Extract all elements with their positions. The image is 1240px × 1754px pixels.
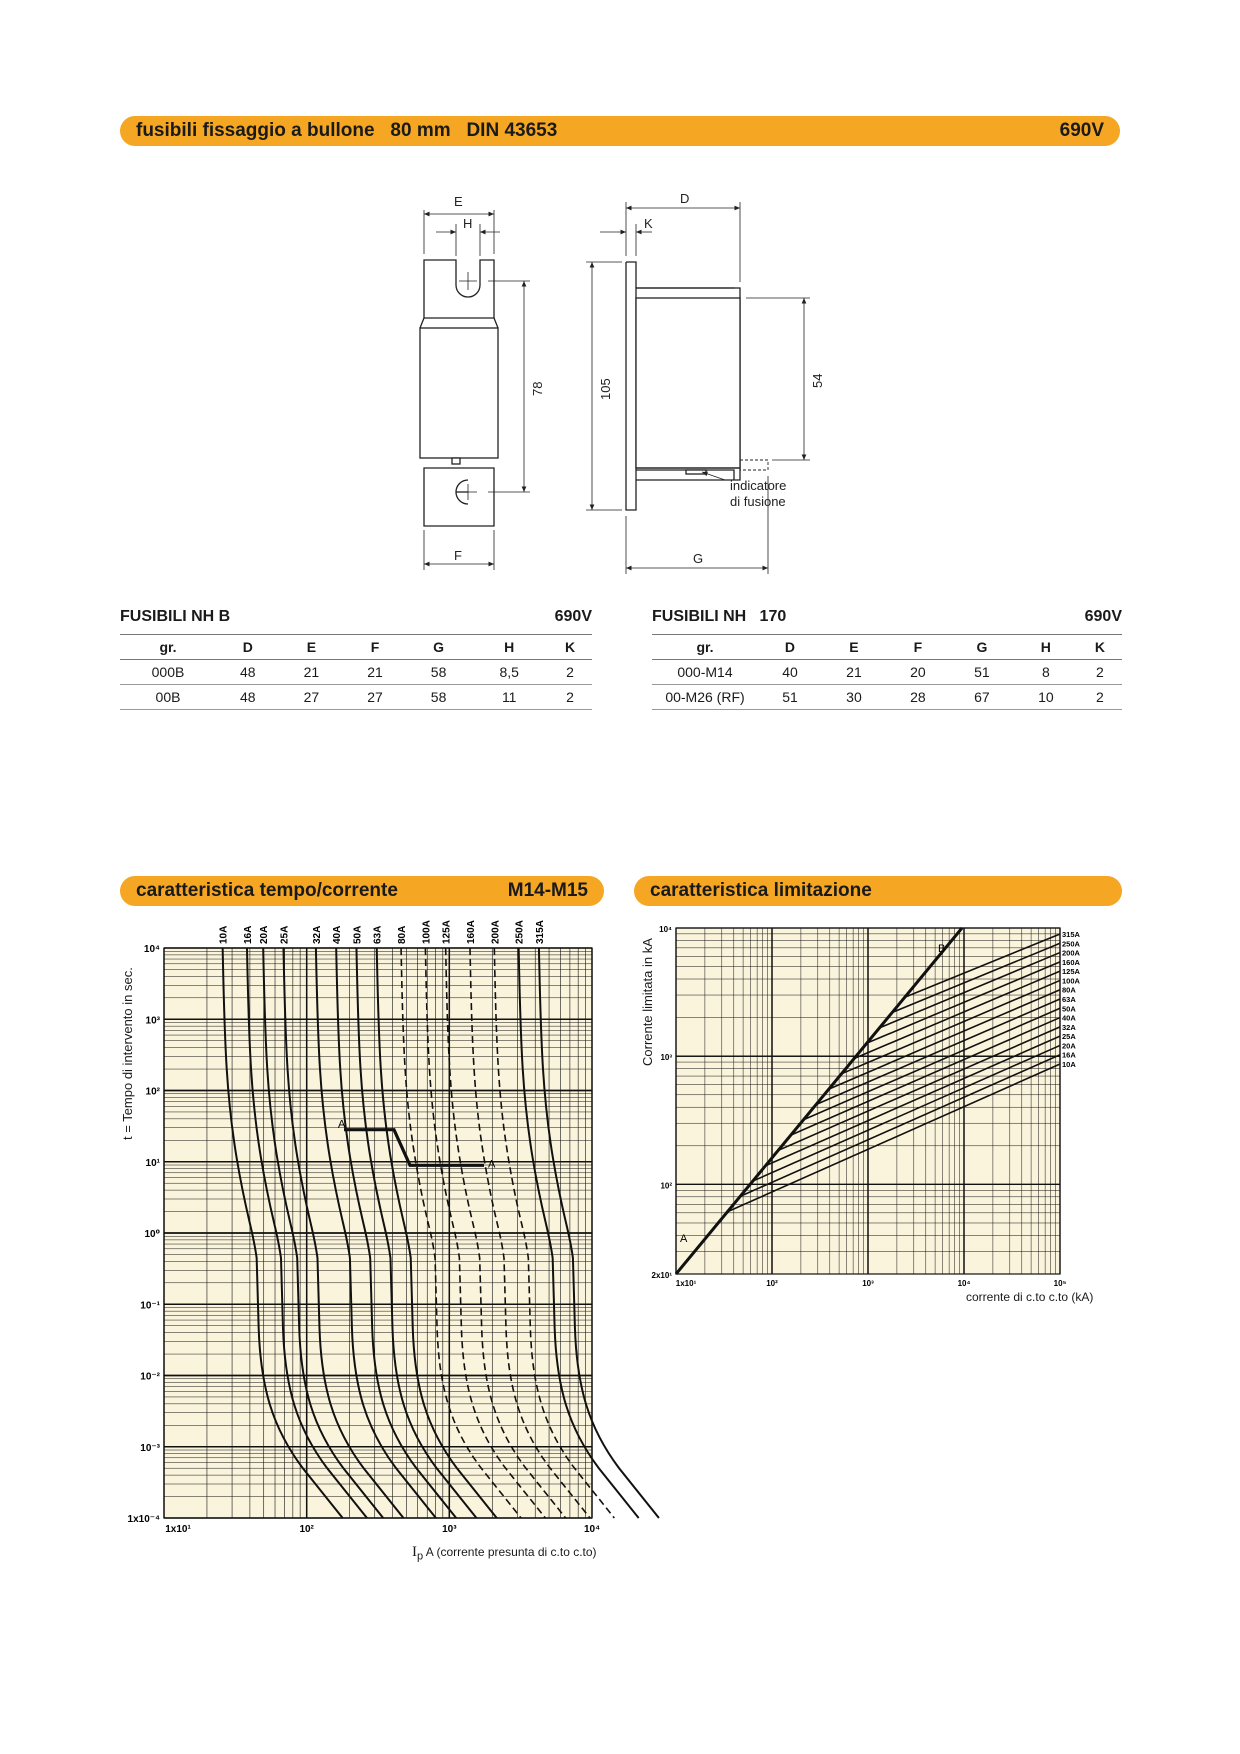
cell: 67 — [950, 685, 1014, 710]
y-tick-label: 10⁻² — [140, 1371, 160, 1383]
x-tick-label: 1x10¹ — [675, 1279, 697, 1288]
rating-label: 16A — [242, 925, 254, 944]
y-tick-label: 2x10¹ — [651, 1271, 672, 1280]
dim-label-d: D — [680, 191, 690, 206]
time-current-chart — [118, 908, 608, 1568]
indicator-label-line2: di fusione — [730, 494, 786, 509]
marker-a-label: A — [680, 1233, 688, 1245]
cell: 00B — [120, 685, 216, 710]
cell: 2 — [1078, 660, 1122, 685]
x-tick-label: 10⁴ — [583, 1524, 601, 1535]
rating-label: 80A — [1062, 985, 1076, 995]
cell: 40 — [758, 660, 822, 685]
section-bar-limitation — [634, 876, 1122, 906]
cell: 2 — [1078, 685, 1122, 710]
section-tag: M14-M15 — [507, 880, 588, 901]
rating-label: 250A — [514, 920, 526, 944]
table-nhb-voltage: 690V — [554, 608, 592, 625]
cell: 10 — [1014, 685, 1078, 710]
ylabel-text: Corrente limitata in kA — [640, 938, 655, 1066]
col-header: K — [548, 635, 592, 660]
col-header: D — [216, 635, 280, 660]
xlabel-rest: A (corrente presunta di c.to c.to) — [423, 1545, 597, 1559]
col-header: G — [950, 635, 1014, 660]
table-row — [120, 660, 592, 685]
dim-label-54: 54 — [810, 373, 825, 388]
table-nh170-title: FUSIBILI NH 170 — [652, 608, 787, 625]
cell: 000B — [120, 660, 216, 685]
dim-label-k: K — [644, 216, 653, 231]
rating-label: 160A — [1062, 957, 1080, 967]
rating-label: 20A — [259, 925, 271, 944]
rating-label: 200A — [490, 920, 502, 944]
y-tick-label: 1x10⁻⁴ — [127, 1514, 160, 1525]
x-tick-label: 10³ — [442, 1524, 457, 1535]
rating-label: 25A — [279, 925, 291, 944]
y-tick-label: 10⁴ — [143, 944, 160, 955]
dim-label-105: 105 — [598, 378, 613, 400]
rating-label: 315A — [534, 920, 546, 944]
cell: 21 — [280, 660, 344, 685]
x-tick-label: 1x10¹ — [165, 1524, 191, 1535]
col-header: F — [343, 635, 407, 660]
x-tick-label: 10⁵ — [1053, 1279, 1067, 1288]
rating-label: 40A — [1062, 1013, 1076, 1023]
col-header: E — [280, 635, 344, 660]
cell: 58 — [407, 660, 471, 685]
cell: 28 — [886, 685, 950, 710]
rating-label: 32A — [311, 925, 323, 944]
cell: 2 — [548, 685, 592, 710]
rating-label: 125A — [441, 920, 453, 944]
x-tick-label: 10² — [766, 1279, 778, 1288]
section-bar-time-current — [120, 876, 604, 906]
y-tick-label: 10¹ — [145, 1157, 160, 1169]
col-header: gr. — [120, 635, 216, 660]
y-tick-label: 10³ — [660, 1053, 672, 1063]
cell: 2 — [548, 660, 592, 685]
col-header: F — [886, 635, 950, 660]
table-nh170-title-row — [652, 608, 1122, 626]
cell: 21 — [343, 660, 407, 685]
col-header: D — [758, 635, 822, 660]
col-header: H — [470, 635, 548, 660]
dim-label-g: G — [693, 551, 704, 566]
col-header: K — [1078, 635, 1122, 660]
cell: 30 — [822, 685, 886, 710]
rating-label: 40A — [332, 925, 344, 944]
table-nhb — [120, 634, 592, 710]
table-row — [652, 660, 1122, 685]
marker-b-label: B — [938, 943, 946, 955]
dim-label-f: F — [454, 548, 462, 563]
rating-label: 50A — [1062, 1004, 1076, 1014]
marker-a-label: A — [338, 1118, 346, 1131]
section-title-time-current: caratteristica tempo/corrente — [136, 880, 398, 901]
dim-label-h: H — [463, 216, 473, 231]
rating-label: 32A — [1062, 1022, 1076, 1032]
rating-label: 100A — [421, 920, 433, 944]
header-voltage: 690V — [1059, 120, 1104, 141]
limitation-ylabel — [640, 938, 655, 1066]
y-tick-label: 10⁻¹ — [140, 1300, 160, 1312]
rating-label: 16A — [1062, 1050, 1076, 1060]
y-tick-label: 10⁰ — [144, 1229, 160, 1240]
rating-label: 100A — [1062, 976, 1080, 986]
rating-label: 10A — [218, 925, 230, 944]
ylabel-text: t = Tempo di intervento in sec. — [120, 967, 135, 1140]
limitation-chart — [636, 908, 1126, 1288]
cell: 51 — [758, 685, 822, 710]
x-tick-label: 10⁴ — [957, 1279, 971, 1288]
cell: 20 — [886, 660, 950, 685]
table-nh170 — [652, 634, 1122, 710]
marker-a-label: A — [488, 1158, 496, 1171]
header-title: fusibili fissaggio a bullone 80 mm DIN 43653 — [136, 120, 558, 141]
limitation-xlabel — [966, 1290, 1093, 1304]
cell: 51 — [950, 660, 1014, 685]
dim-label-e: E — [454, 194, 463, 209]
cell: 27 — [280, 685, 344, 710]
cell: 27 — [343, 685, 407, 710]
y-tick-label: 10³ — [145, 1015, 160, 1027]
table-row — [652, 685, 1122, 710]
cell: 8 — [1014, 660, 1078, 685]
cell: 000-M14 — [652, 660, 758, 685]
table-row — [120, 685, 592, 710]
rating-label: 315A — [1062, 930, 1080, 939]
cell: 8,5 — [470, 660, 548, 685]
table-nhb-title: FUSIBILI NH B — [120, 608, 231, 625]
col-header: H — [1014, 635, 1078, 660]
cell: 00-M26 (RF) — [652, 685, 758, 710]
cell: 58 — [407, 685, 471, 710]
rating-label: 25A — [1062, 1032, 1076, 1042]
section-title-limitation: caratteristica limitazione — [650, 880, 872, 901]
rating-label: 125A — [1062, 967, 1080, 977]
cell: 21 — [822, 660, 886, 685]
rating-label: 20A — [1062, 1041, 1076, 1051]
rating-label: 200A — [1062, 948, 1080, 958]
rating-label: 160A — [465, 920, 477, 944]
col-header: G — [407, 635, 471, 660]
cell: 48 — [216, 685, 280, 710]
rating-label: 250A — [1062, 939, 1080, 949]
cell: 11 — [470, 685, 548, 710]
time-current-ylabel — [120, 880, 135, 1140]
table-nh170-voltage: 690V — [1084, 608, 1122, 625]
table-nhb-title-row — [120, 608, 592, 626]
dim-label-78: 78 — [530, 381, 545, 396]
table-header-row — [120, 635, 592, 660]
table-header-row — [652, 635, 1122, 660]
rating-label: 63A — [372, 925, 384, 944]
header-bar — [120, 116, 1120, 146]
xlabel-symbol: I — [412, 1544, 417, 1560]
rating-label: 50A — [352, 925, 364, 944]
y-tick-label: 10² — [145, 1086, 160, 1098]
indicator-label-line1: indicatore — [730, 478, 787, 493]
xlabel-sub: p — [417, 1550, 424, 1563]
y-tick-label: 10⁻³ — [140, 1442, 160, 1454]
col-header: gr. — [652, 635, 758, 660]
x-tick-label: 10³ — [862, 1279, 874, 1288]
y-tick-label: 10² — [660, 1181, 672, 1191]
x-tick-label: 10² — [299, 1524, 314, 1535]
rating-label: 80A — [397, 925, 409, 944]
xlabel-text: corrente di c.to c.to (kA) — [966, 1290, 1094, 1304]
fuse-dimension-drawing — [400, 190, 825, 590]
time-current-xlabel — [412, 1544, 597, 1562]
y-tick-label: 10⁴ — [659, 925, 672, 934]
col-header: E — [822, 635, 886, 660]
rating-label: 63A — [1062, 995, 1076, 1004]
rating-label: 10A — [1062, 1060, 1076, 1069]
cell: 48 — [216, 660, 280, 685]
